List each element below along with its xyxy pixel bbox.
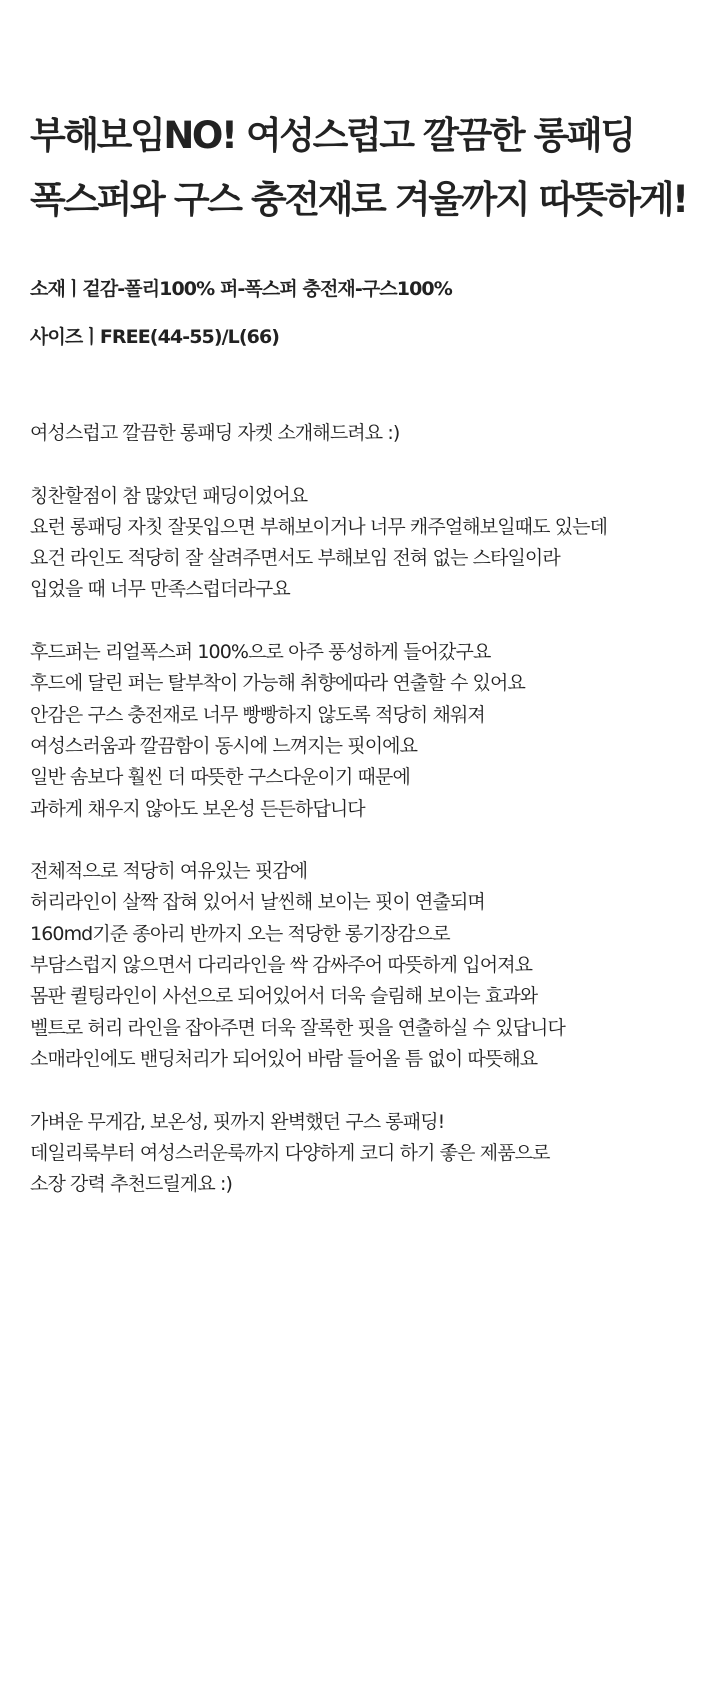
product-description xyxy=(30,418,702,1200)
description-line: 여성스러움과 깔끔함이 동시에 느껴지는 핏이에요 xyxy=(30,734,418,757)
description-line: 부담스럽지 않으면서 다리라인을 싹 감싸주어 따뜻하게 입어져요 xyxy=(30,954,533,977)
description-line: 후드퍼는 리얼폭스퍼 100%으로 아주 풍성하게 들어갔구요 xyxy=(30,641,491,664)
description-line: 160md기준 종아리 반까지 오는 적당한 롱기장감으로 xyxy=(30,922,450,945)
description-paragraph-1 xyxy=(30,481,702,606)
description-line: 몸판 퀼팅라인이 사선으로 되어있어서 더욱 슬림해 보이는 효과와 xyxy=(30,985,538,1008)
description-line: 요건 라인도 적당히 잘 살려주면서도 부해보임 전혀 없는 스타일이라 xyxy=(30,547,560,570)
description-line: 과하게 채우지 않아도 보온성 든든하답니다 xyxy=(30,797,365,820)
description-line: 요런 롱패딩 자칫 잘못입으면 부해보이거나 너무 캐주얼해보일때도 있는데 xyxy=(30,515,608,538)
description-line: 소장 강력 추천드릴게요 :) xyxy=(30,1173,232,1196)
size-spec: 사이즈ㅣFREE(44-55)/L(66) xyxy=(30,326,280,348)
description-paragraph-3 xyxy=(30,856,702,1075)
description-line: 소매라인에도 밴딩처리가 되어있어 바람 들어올 틈 없이 따뜻해요 xyxy=(30,1047,538,1070)
description-line: 전체적으로 적당히 여유있는 핏감에 xyxy=(30,860,308,883)
description-line: 데일리룩부터 여성스러운룩까지 다양하게 코디 하기 좋은 제품으로 xyxy=(30,1141,550,1164)
material-spec: 소재ㅣ겉감-폴리100% 퍼-폭스퍼 충전재-구스100% xyxy=(30,278,452,300)
description-line: 입었을 때 너무 만족스럽더라구요 xyxy=(30,578,290,601)
description-line: 여성스럽고 깔끔한 롱패딩 자켓 소개해드려요 :) xyxy=(30,422,400,444)
description-line: 칭찬할점이 참 많았던 패딩이었어요 xyxy=(30,484,308,507)
headline-line-2: 폭스퍼와 구스 충전재로 겨울까지 따뜻하게! xyxy=(30,178,687,221)
description-line: 후드에 달린 퍼는 탈부착이 가능해 취향에따라 연출할 수 있어요 xyxy=(30,672,525,695)
description-line: 가벼운 무게감, 보온성, 핏까지 완벽했던 구스 롱패딩! xyxy=(30,1110,445,1133)
description-line: 허리라인이 살짝 잡혀 있어서 날씬해 보이는 핏이 연출되며 xyxy=(30,891,485,914)
product-specs xyxy=(30,276,702,350)
product-headline xyxy=(30,0,702,232)
description-intro xyxy=(30,418,702,449)
description-line: 일반 솜보다 훨씬 더 따뜻한 구스다운이기 때문에 xyxy=(30,766,410,789)
description-paragraph-2 xyxy=(30,637,702,825)
description-paragraph-4 xyxy=(30,1107,702,1201)
headline-line-1: 부해보임NO! 여성스럽고 깔끔한 롱패딩 xyxy=(30,114,634,157)
description-line: 안감은 구스 충전재로 너무 빵빵하지 않도록 적당히 채워져 xyxy=(30,703,485,726)
description-line: 벨트로 허리 라인을 잡아주면 더욱 잘록한 핏을 연출하실 수 있답니다 xyxy=(30,1016,565,1039)
